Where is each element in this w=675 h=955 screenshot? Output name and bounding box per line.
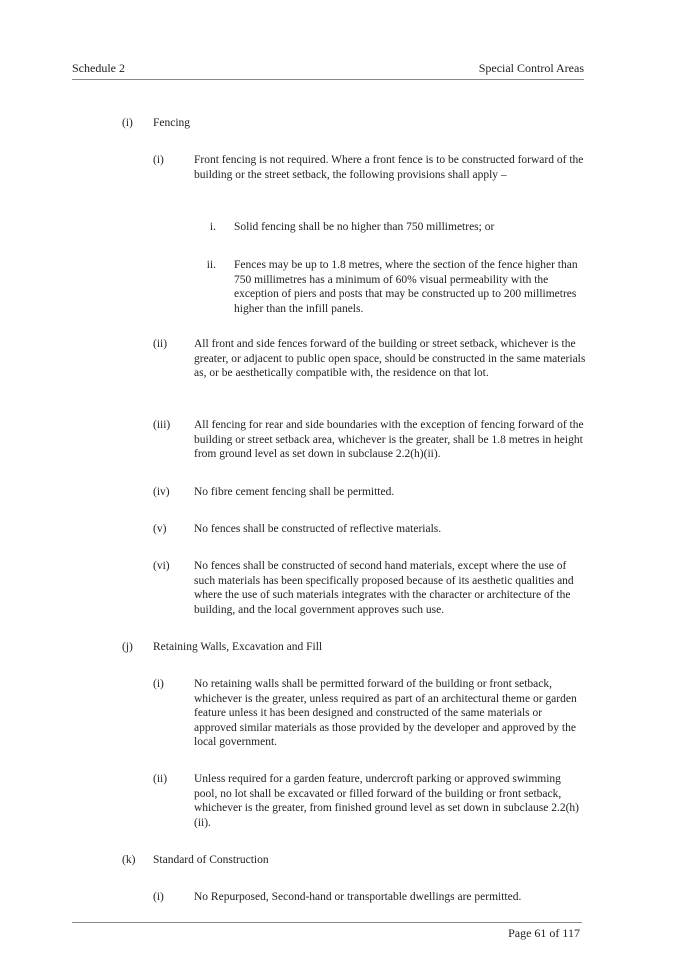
sub-item-text: Fences may be up to 1.8 metres, where the section of the fence higher than 750 millimetres has a minimum of 60% visual permeability with the exception of piers and posts that may be constructed up to 200 millimetres higher than the infill panels. — [234, 259, 578, 315]
item-number: (iii) — [153, 419, 171, 431]
section-number: (k) — [122, 854, 136, 866]
item-text: No fences shall be constructed of second hand materials, except where the use of such materials has been specifically proposed because of its aesthetic qualities and where the use of such materials integrates with the character or architecture of the building, and the local government approves such use. — [194, 560, 574, 616]
item-number: (ii) — [153, 338, 168, 350]
section-title: Retaining Walls, Excavation and Fill — [153, 641, 323, 653]
item-number: (i) — [153, 891, 164, 903]
item-number: (iv) — [153, 486, 170, 498]
item-number: (v) — [153, 523, 167, 535]
sub-item-number: ii. — [206, 259, 216, 271]
item-number: (i) — [153, 678, 164, 690]
item-text: No Repurposed, Second-hand or transportable dwellings are permitted. — [194, 891, 522, 903]
section-title: Fencing — [153, 117, 191, 129]
section-number: (j) — [122, 641, 133, 653]
item-text: Unless required for a garden feature, undercroft parking or approved swimming pool, no lot shall be excavated or filled forward of the building or front setback, whichever is the greater, from finished ground level as set down in subclause 2.2(h)(ii). — [194, 773, 579, 829]
item-text: Front fencing is not required. Where a front fence is to be constructed forward of the building or the street setback, the following provisions shall apply – — [194, 154, 584, 181]
page-number: Page 61 of 117 — [508, 926, 580, 940]
section-title: Standard of Construction — [153, 854, 269, 866]
item-text: All front and side fences forward of the building or street setback, whichever is the greater, or adjacent to public open space, should be constructed in the same materials as, or be aesthetically compatible with, the residence on that lot. — [194, 338, 586, 380]
footer-divider — [72, 922, 582, 923]
item-text: All fencing for rear and side boundaries with the exception of fencing forward of the building or street setback area, whichever is the greater, shall be 1.8 metres in height from ground level as set down in subclause 2.2(h)(ii). — [194, 419, 584, 461]
item-number: (vi) — [153, 560, 170, 572]
sub-item-text: Solid fencing shall be no higher than 750 millimetres; or — [234, 221, 495, 233]
item-number: (ii) — [153, 773, 168, 785]
section-number: (i) — [122, 117, 133, 129]
item-number: (i) — [153, 154, 164, 166]
item-text: No retaining walls shall be permitted forward of the building or front setback, whichever is the greater, unless required as part of an architectural theme or garden feature unless it has been designed and constructed of the same materials or approved similar materials as those provided by the developer and approved by the local government. — [194, 678, 577, 749]
item-text: No fibre cement fencing shall be permitted. — [194, 486, 395, 498]
page-header — [72, 61, 584, 80]
header-title: Special Control Areas — [478, 61, 584, 75]
header-schedule: Schedule 2 — [72, 61, 125, 75]
sub-item-number: i. — [209, 221, 216, 233]
item-text: No fences shall be constructed of reflective materials. — [194, 523, 442, 535]
